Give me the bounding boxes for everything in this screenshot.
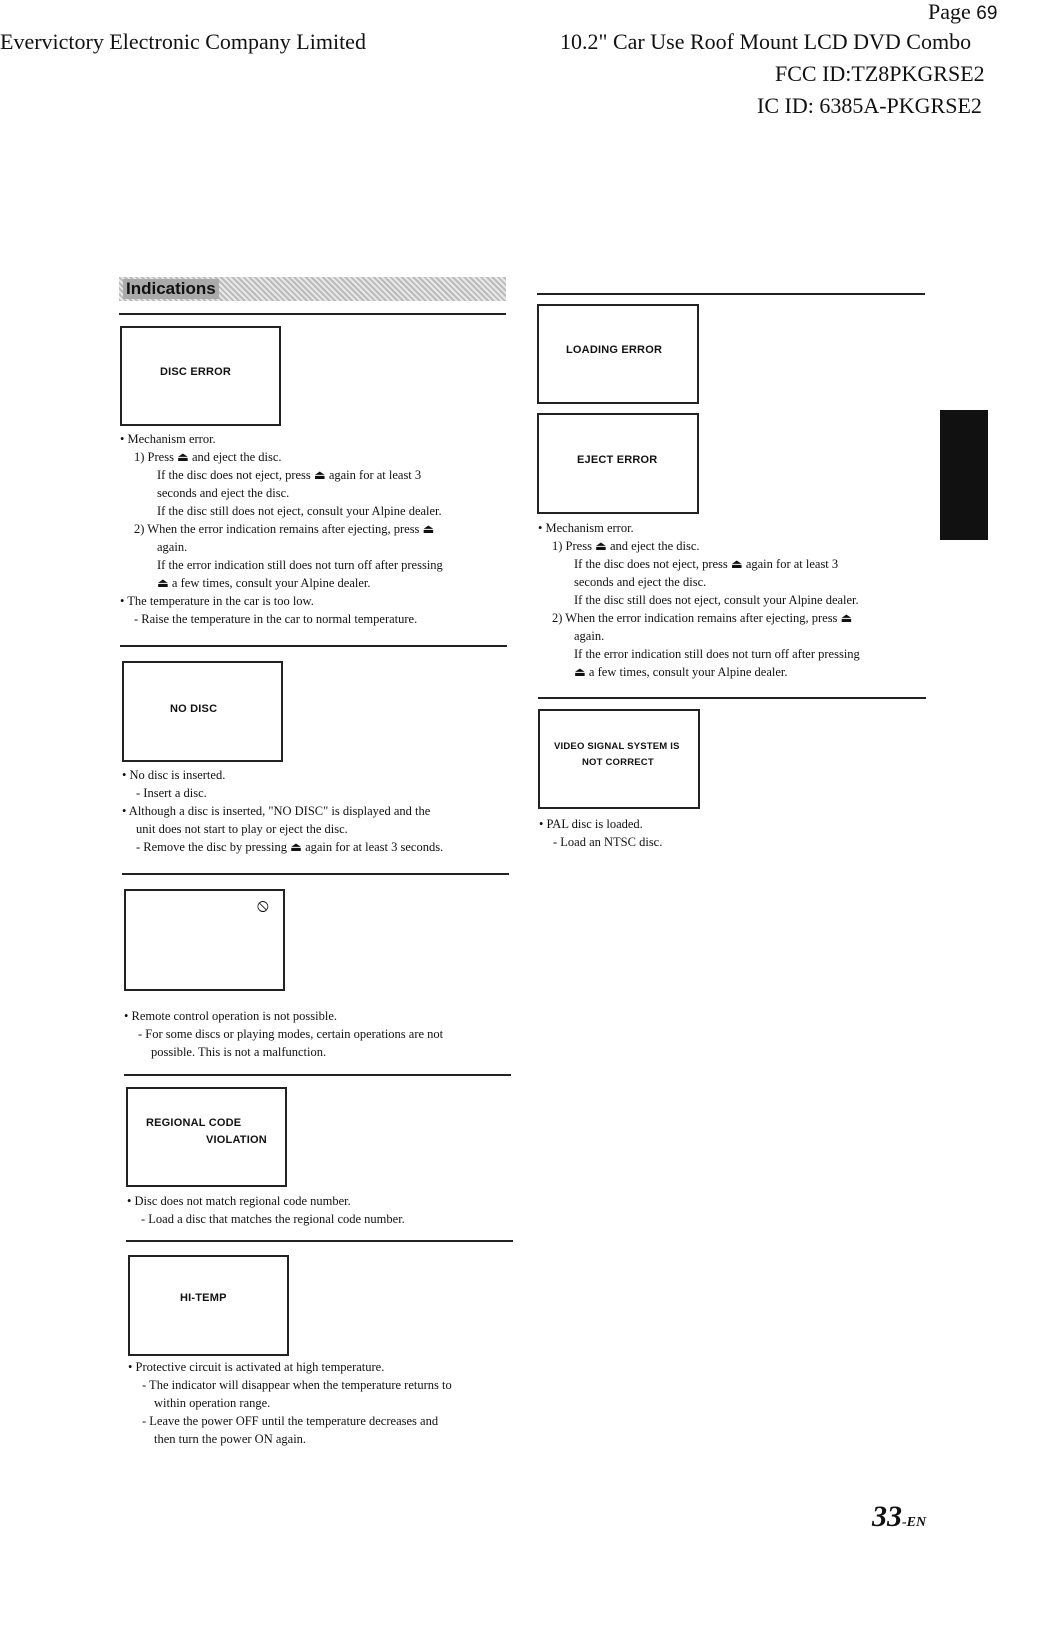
no-disc-label: NO DISC <box>170 703 218 715</box>
hi-temp-label: HI-TEMP <box>180 1292 227 1304</box>
regional-code-label: REGIONAL CODE <box>146 1117 242 1129</box>
page-label-text: Page <box>928 0 971 24</box>
text-line: again. <box>574 629 605 643</box>
divider <box>538 697 926 699</box>
divider <box>124 1074 511 1076</box>
text-line: • Mechanism error. <box>538 521 634 535</box>
section-banner <box>119 277 506 301</box>
text-line: - Insert a disc. <box>136 786 207 800</box>
loading-error-label: LOADING ERROR <box>566 344 663 356</box>
text-line: then turn the power ON again. <box>154 1432 307 1446</box>
divider <box>122 873 509 875</box>
manual-page-number <box>872 1500 926 1534</box>
text-line: • Disc does not match regional code number. <box>127 1194 351 1208</box>
text-line: If the error indication still does not turn off after pressing <box>157 558 443 572</box>
disc-error-label: DISC ERROR <box>160 366 232 378</box>
section-title: Indications <box>123 279 219 299</box>
manual-page-digits: 33 <box>872 1500 902 1533</box>
product-title: 10.2" Car Use Roof Mount LCD DVD Combo <box>560 29 972 54</box>
text-line: If the disc does not eject, press ⏏ again for at least 3 <box>157 468 422 482</box>
ic-id: IC ID: 6385A-PKGRSE2 <box>757 93 982 118</box>
text-line: If the error indication still does not turn off after pressing <box>574 647 860 661</box>
text-line: 2) When the error indication remains after ejecting, press ⏏ <box>134 522 435 536</box>
text-line: unit does not start to play or eject the disc. <box>136 822 348 836</box>
video-signal-label-line2: NOT CORRECT <box>582 757 654 768</box>
text-line: 2) When the error indication remains after ejecting, press ⏏ <box>552 611 853 625</box>
eject-error-label: EJECT ERROR <box>577 454 658 466</box>
text-line: - Raise the temperature in the car to normal temperature. <box>134 612 418 626</box>
text-line: - Remove the disc by pressing ⏏ again for at least 3 seconds. <box>136 840 444 854</box>
video-signal-label-line1: VIDEO SIGNAL SYSTEM IS <box>554 741 680 752</box>
manual-page-suffix: -EN <box>902 1515 927 1530</box>
prohibited-icon: ⦸ <box>257 895 269 915</box>
text-line: • Remote control operation is not possible. <box>124 1009 338 1023</box>
divider <box>120 645 507 647</box>
text-line: 1) Press ⏏ and eject the disc. <box>134 450 282 464</box>
page-number: 69 <box>976 3 998 24</box>
text-line: 1) Press ⏏ and eject the disc. <box>552 539 700 553</box>
text-line: seconds and eject the disc. <box>574 575 707 589</box>
text-line: again. <box>157 540 188 554</box>
text-line: If the disc still does not eject, consult your Alpine dealer. <box>157 504 442 518</box>
regional-violation-label: VIOLATION <box>206 1134 267 1146</box>
text-line: - Load an NTSC disc. <box>553 835 663 849</box>
text-line: possible. This is not a malfunction. <box>151 1045 327 1059</box>
text-line: - Leave the power OFF until the temperature decreases and <box>142 1414 439 1428</box>
text-line: • No disc is inserted. <box>122 768 226 782</box>
text-line: • Protective circuit is activated at high temperature. <box>128 1360 385 1374</box>
text-line: seconds and eject the disc. <box>157 486 290 500</box>
hi-temp-indicator-box <box>128 1255 289 1356</box>
text-line: If the disc does not eject, press ⏏ again for at least 3 <box>574 557 839 571</box>
text-line: - Load a disc that matches the regional code number. <box>141 1212 405 1226</box>
text-line: ⏏ a few times, consult your Alpine dealer. <box>574 665 788 679</box>
text-line: ⏏ a few times, consult your Alpine dealer. <box>157 576 371 590</box>
text-line: within operation range. <box>154 1396 271 1410</box>
text-line: - The indicator will disappear when the temperature returns to <box>142 1378 452 1392</box>
text-line: • Although a disc is inserted, "NO DISC" is displayed and the <box>122 804 431 818</box>
text-line: • PAL disc is loaded. <box>539 817 643 831</box>
section-tab-marker <box>940 410 988 540</box>
divider <box>126 1240 513 1242</box>
text-line: If the disc still does not eject, consult your Alpine dealer. <box>574 593 859 607</box>
fcc-id: FCC ID:TZ8PKGRSE2 <box>775 61 985 86</box>
divider <box>537 293 925 295</box>
text-line: - For some discs or playing modes, certain operations are not <box>138 1027 444 1041</box>
company-name: Evervictory Electronic Company Limited <box>0 29 366 54</box>
divider <box>119 313 506 315</box>
text-line: • The temperature in the car is too low. <box>120 594 314 608</box>
page-label <box>928 0 997 26</box>
text-line: • Mechanism error. <box>120 432 216 446</box>
